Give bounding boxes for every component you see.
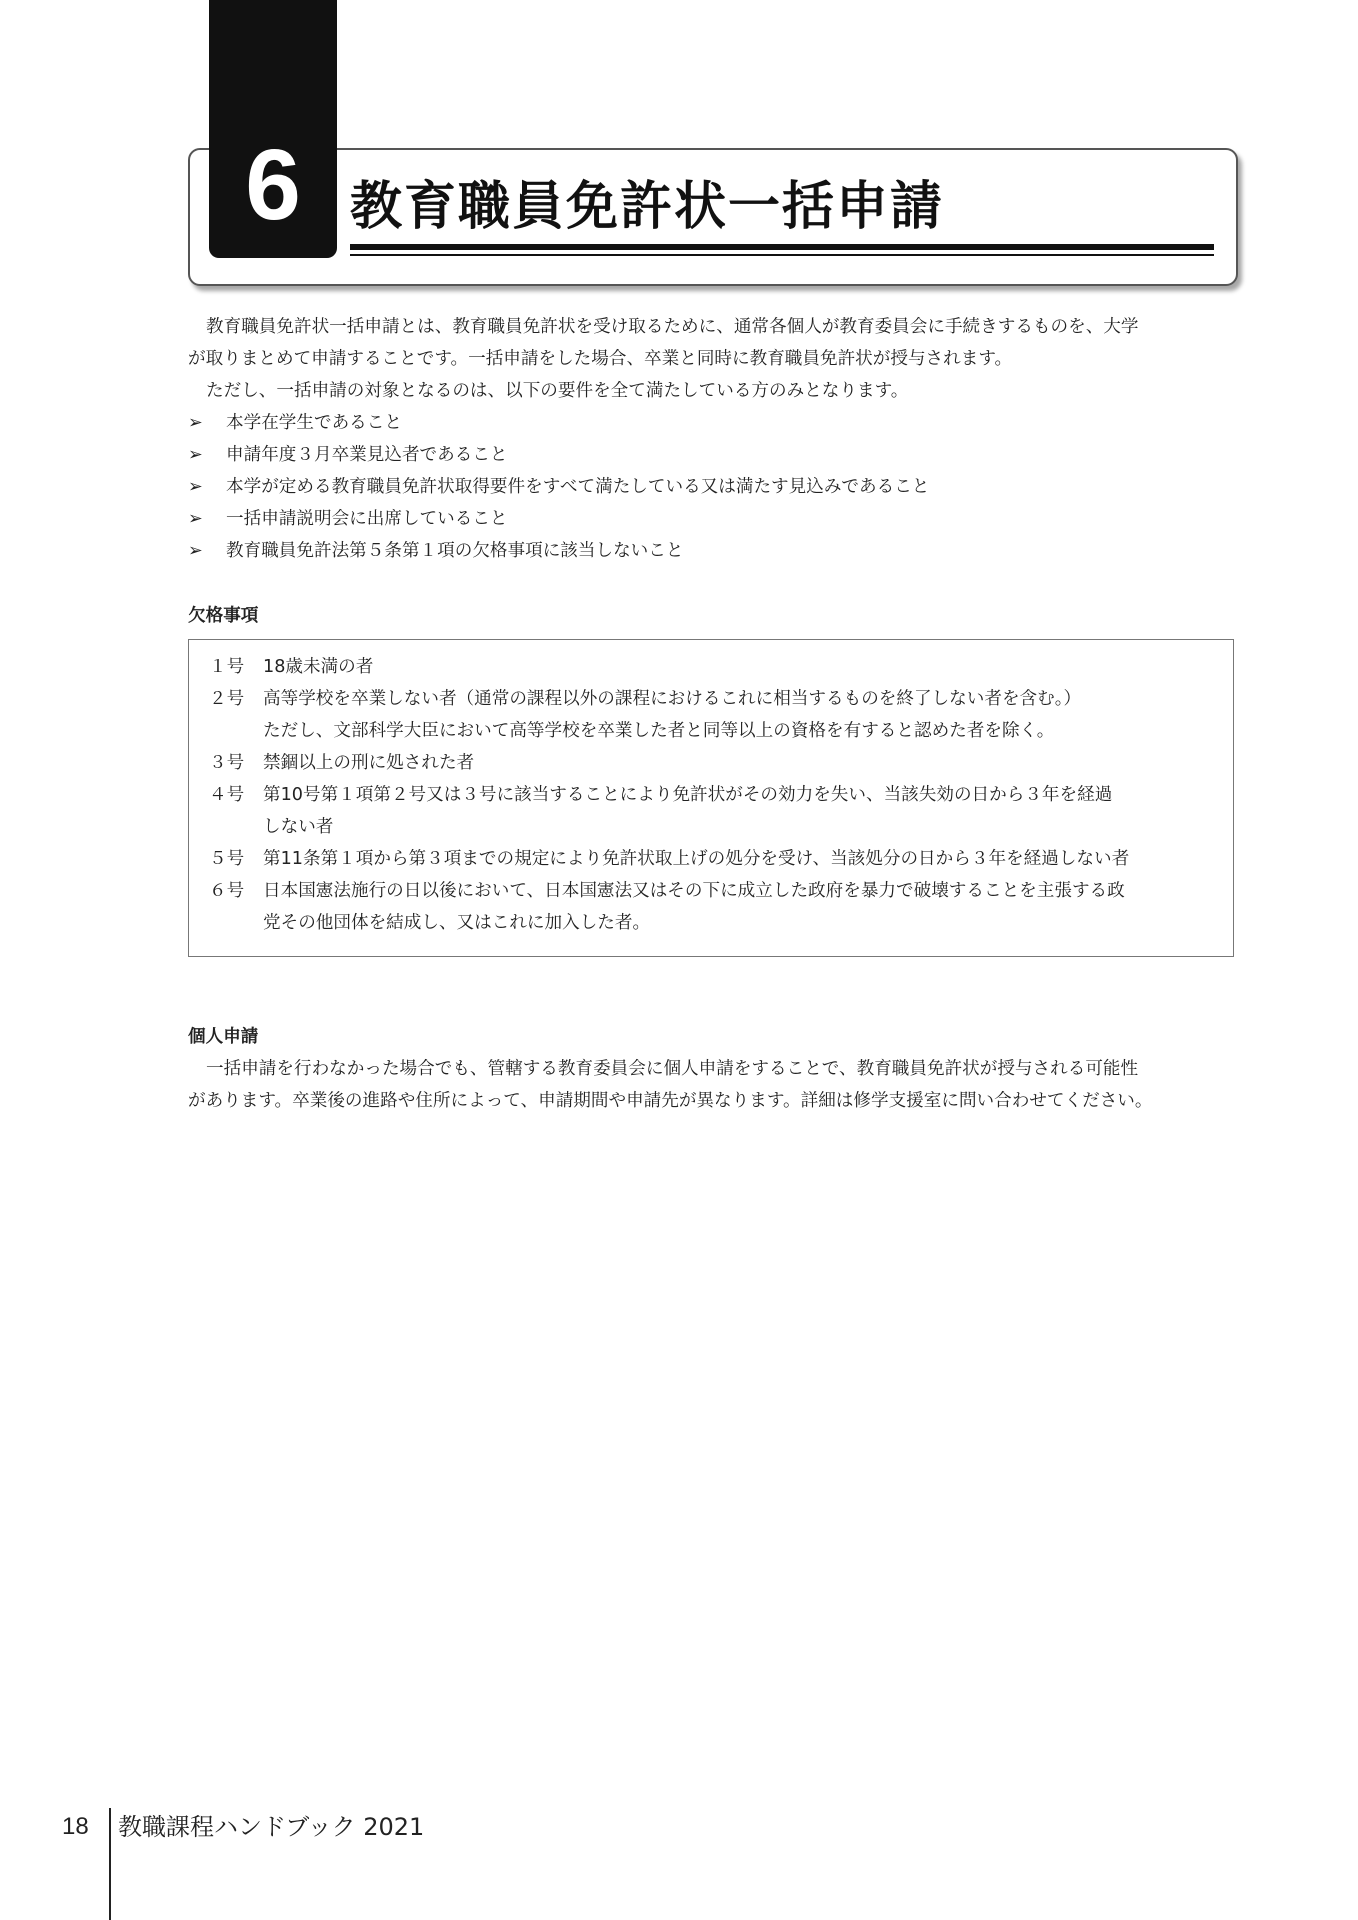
list-item: ➢ 本学が定める教育職員免許状取得要件をすべて満たしている又は満たす見込みであること xyxy=(188,471,929,503)
chapter-title: 教育職員免許状一括申請 xyxy=(350,177,945,237)
arrow-bullet-icon: ➢ xyxy=(188,509,203,529)
individual-line2: があります。卒業後の進路や住所によって、申請期間や申請先が異なります。詳細は修学支援室に問い合わせてください。 xyxy=(188,1091,1153,1111)
arrow-bullet-icon: ➢ xyxy=(188,413,203,433)
arrow-bullet-icon: ➢ xyxy=(188,541,203,561)
arrow-bullet-icon: ➢ xyxy=(188,445,203,465)
individual-line1: 一括申請を行わなかった場合でも、管轄する教育委員会に個人申請をすることで、教育職員免許状が授与される可能性 xyxy=(206,1059,1139,1079)
disqualification-box xyxy=(188,639,1234,957)
title-underline-thick xyxy=(350,244,1214,250)
disqualification-item: ５号 第11条第１項から第３項までの規定により免許状取上げの処分を受け、当該処分の日から３年を経過しない者 xyxy=(209,849,1130,869)
disqualification-item: ６号 日本国憲法施行の日以後において、日本国憲法又はその下に成立した政府を暴力で破壊することを主張する政 xyxy=(209,881,1125,901)
list-item: ➢ 一括申請説明会に出席していること xyxy=(188,503,929,535)
disqualification-item-cont: ただし、文部科学大臣において高等学校を卒業した者と同等以上の資格を有すると認めた者を除く。 xyxy=(263,721,1055,741)
individual-heading: 個人申請 xyxy=(188,1027,259,1047)
disqualification-item: １号 18歳未満の者 xyxy=(209,657,374,677)
page-number: 18 xyxy=(62,1813,89,1840)
title-underline-thin xyxy=(350,254,1214,256)
disqualification-item-cont: しない者 xyxy=(263,817,334,837)
intro xyxy=(188,311,1238,407)
list-item: ➢ 教育職員免許法第５条第１項の欠格事項に該当しないこと xyxy=(188,535,929,567)
intro-paragraph1-line2: が取りまとめて申請することです。一括申請をした場合、卒業と同時に教育職員免許状が授与されます。 xyxy=(188,349,1013,369)
chapter-number: 6 xyxy=(245,129,301,241)
individual-text xyxy=(188,1053,1238,1117)
requirements-list xyxy=(188,407,929,567)
disqualification-item: ４号 第10号第１項第２号又は３号に該当することにより免許状がその効力を失い、当該失効の日から３年を経過 xyxy=(209,785,1113,805)
footer-divider xyxy=(109,1808,111,1920)
intro-paragraph2: ただし、一括申請の対象となるのは、以下の要件を全て満たしている方のみとなります。 xyxy=(206,381,909,401)
book-title: 教職課程ハンドブック 2021 xyxy=(118,1813,425,1841)
disqualification-heading: 欠格事項 xyxy=(188,606,259,626)
disqualification-item: ２号 高等学校を卒業しない者（通常の課程以外の課程におけるこれに相当するものを終了しない者を含む。） xyxy=(209,689,1082,709)
arrow-bullet-icon: ➢ xyxy=(188,477,203,497)
disqualification-item: ３号 禁錮以上の刑に処された者 xyxy=(209,753,475,773)
list-item: ➢ 本学在学生であること xyxy=(188,407,929,439)
intro-paragraph1-line1: 教育職員免許状一括申請とは、教育職員免許状を受け取るために、通常各個人が教育委員会に手続きするものを、大学 xyxy=(206,317,1139,337)
list-item: ➢ 申請年度３月卒業見込者であること xyxy=(188,439,929,471)
disqualification-item-cont: 党その他団体を結成し、又はこれに加入した者。 xyxy=(263,913,651,933)
